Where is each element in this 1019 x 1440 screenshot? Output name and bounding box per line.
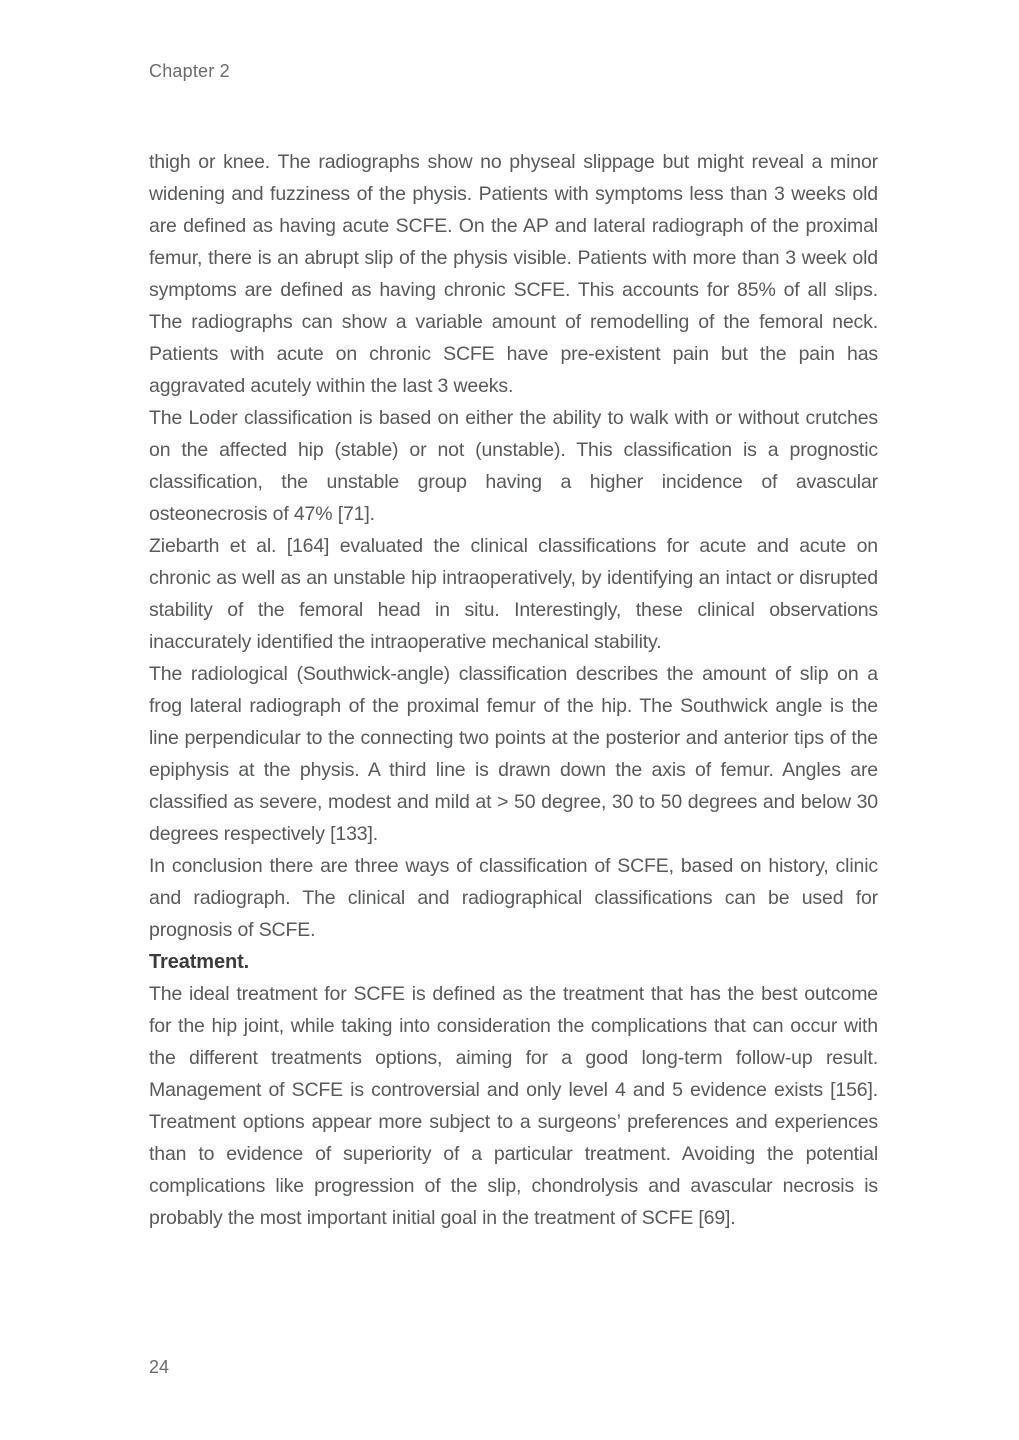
section-heading-treatment: Treatment. <box>149 951 250 973</box>
body-paragraph: The ideal treatment for SCFE is defined as the treatment that has the best outcome for the hip joint, while taking into consideration the complications that can occur with the different treatments options, aiming for a good long-term follow-up result. Management of SCFE is controversial and only level 4 and 5 evidence exists [156]. Treatment options appear more subject to a surgeons’ preferences and experiences than to evidence of superiority of a particular treatment. Avoiding the potential complications like progression of the slip, chondrolysis and avascular necrosis is probably the most important initial goal in the treatment of SCFE [69]. <box>149 983 878 1229</box>
body-paragraph: thigh or knee. The radiographs show no physeal slippage but might reveal a minor widening and fuzziness of the physis. Patients with symptoms less than 3 weeks old are defined as having acute SCFE. On the AP and lateral radiograph of the proximal femur, there is an abrupt slip of the physis visible. Patients with more than 3 week old symptoms are defined as having chronic SCFE. This accounts for 85% of all slips. The radiographs can show a variable amount of remodelling of the femoral neck. Patients with acute on chronic SCFE have pre-existent pain but the pain has aggravated acutely within the last 3 weeks. <box>149 151 878 397</box>
body-paragraph: In conclusion there are three ways of classification of SCFE, based on history, clinic and radiograph. The clinical and radiographical classifications can be used for prognosis of SCFE. <box>149 855 878 941</box>
page-content <box>149 146 878 1234</box>
body-paragraph: Ziebarth et al. [164] evaluated the clinical classifications for acute and acute on chronic as well as an unstable hip intraoperatively, by identifying an intact or disrupted stability of the femoral head in situ. Interestingly, these clinical observations inaccurately identified the intraoperative mechanical stability. <box>149 535 878 653</box>
body-paragraph: The Loder classification is based on either the ability to walk with or without crutches on the affected hip (stable) or not (unstable). This classification is a prognostic classification, the unstable group having a higher incidence of avascular osteonecrosis of 47% [71]. <box>149 407 878 525</box>
running-header-chapter: Chapter 2 <box>149 61 230 81</box>
body-paragraph: The radiological (Southwick-angle) classification describes the amount of slip on a frog lateral radiograph of the proximal femur of the hip. The Southwick angle is the line perpendicular to the connecting two points at the posterior and anterior tips of the epiphysis at the physis. A third line is drawn down the axis of femur. Angles are classified as severe, modest and mild at > 50 degree, 30 to 50 degrees and below 30 degrees respectively [133]. <box>149 663 878 845</box>
page-number: 24 <box>149 1357 170 1377</box>
